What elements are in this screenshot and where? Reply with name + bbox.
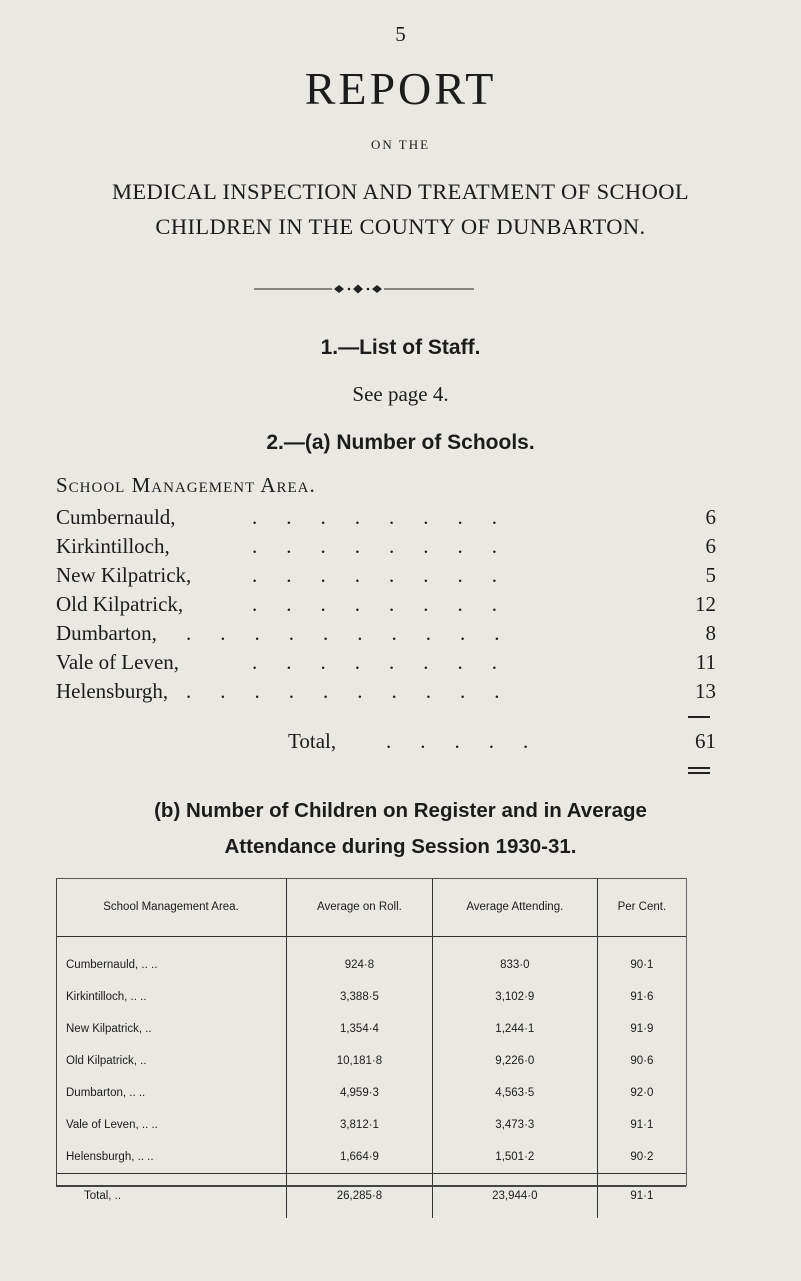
- table-cell: 1,354·4: [287, 1013, 433, 1045]
- staff-heading: 1.—List of Staff.: [320, 336, 481, 359]
- ornament-divider: [254, 283, 474, 295]
- table-cell: New Kilpatrick, ..: [66, 1023, 152, 1035]
- table-right-rule: [686, 878, 687, 1186]
- leader-dots: ........: [252, 592, 526, 616]
- area-name: Vale of Leven,: [56, 650, 183, 675]
- leader-dots: ........: [252, 505, 526, 529]
- leader-dots: ........: [252, 563, 526, 587]
- total-rule-top: [688, 716, 710, 718]
- column-header: Per Cent.: [597, 878, 686, 937]
- table-cell: 3,102·9: [432, 981, 597, 1013]
- school-count: 5: [705, 563, 716, 587]
- report-title: REPORT: [304, 63, 497, 114]
- list-item: [56, 650, 716, 679]
- table-bottom-rule: [56, 1185, 686, 1187]
- list-item: [56, 679, 716, 708]
- attendance-heading-line-2: Attendance during Session 1930-31.: [224, 835, 577, 858]
- table-top-rule: [56, 878, 686, 879]
- table-cell: 3,388·5: [287, 981, 433, 1013]
- school-count: 11: [695, 650, 716, 674]
- table-row: [56, 1109, 686, 1141]
- subtitle-line-2: CHILDREN IN THE COUNTY OF DUNBARTON.: [155, 214, 646, 239]
- total-row: [56, 729, 716, 759]
- list-item: [56, 592, 716, 621]
- table-cell: Cumbernauld, .. ..: [66, 959, 158, 971]
- school-count: 13: [695, 679, 716, 703]
- table-cell: 91·6: [597, 981, 686, 1013]
- total-label: Total,: [288, 729, 337, 753]
- table-cell: 3,812·1: [287, 1109, 433, 1141]
- list-item: [56, 563, 716, 592]
- table-cell: 10,181·8: [287, 1045, 433, 1077]
- leader-dots: ..........: [186, 621, 529, 645]
- table-cell: Kirkintilloch, .. ..: [66, 991, 147, 1003]
- table-cell: 9,226·0: [432, 1045, 597, 1077]
- table-row: [56, 1077, 686, 1109]
- area-name: Dumbarton,: [56, 621, 161, 646]
- table-cell: 1,664·9: [287, 1141, 433, 1174]
- table-total-row: [56, 1174, 686, 1219]
- table-left-rule: [56, 878, 57, 1186]
- school-count: 6: [705, 505, 716, 529]
- table-cell: Old Kilpatrick, ..: [66, 1055, 147, 1067]
- column-header: Average Attending.: [432, 878, 597, 937]
- leader-dots: ..........: [186, 679, 529, 703]
- page-number: 5: [395, 22, 406, 46]
- table-row: [56, 1013, 686, 1045]
- column-header: Average on Roll.: [287, 878, 433, 937]
- list-item: [56, 621, 716, 650]
- table-cell: Helensburgh, .. ..: [66, 1151, 154, 1163]
- table-cell: 91·1: [597, 1109, 686, 1141]
- column-header: School Management Area.: [56, 878, 287, 937]
- table-cell: 91·9: [597, 1013, 686, 1045]
- area-name: Cumbernauld,: [56, 505, 180, 530]
- total-count: 61: [695, 729, 716, 753]
- subtitle-line-1: MEDICAL INSPECTION AND TREATMENT OF SCHOOL: [111, 179, 690, 204]
- table-cell: 91·1: [597, 1174, 686, 1219]
- table-cell: 26,285·8: [287, 1174, 433, 1219]
- table-cell: 833·0: [432, 937, 597, 982]
- area-list-heading: School Management Area.: [56, 473, 316, 497]
- staff-note: See page 4.: [352, 382, 449, 406]
- table-row: [56, 1045, 686, 1077]
- table-cell: Total, ..: [56, 1174, 287, 1219]
- total-rule-double: [688, 767, 710, 769]
- table-cell: 4,959·3: [287, 1077, 433, 1109]
- table-cell: 92·0: [597, 1077, 686, 1109]
- area-list: [56, 505, 716, 708]
- list-item: [56, 505, 716, 534]
- table-cell: 90·2: [597, 1141, 686, 1174]
- table-row: [56, 937, 686, 982]
- table-row: [56, 981, 686, 1013]
- school-count: 6: [705, 534, 716, 558]
- table-cell: 924·8: [287, 937, 433, 982]
- table-cell: Dumbarton, .. ..: [66, 1087, 146, 1099]
- list-item: [56, 534, 716, 563]
- table-cell: Vale of Leven, .. ..: [66, 1119, 158, 1131]
- school-count: 12: [695, 592, 716, 616]
- table-cell: 3,473·3: [432, 1109, 597, 1141]
- schools-heading: 2.—(a) Number of Schools.: [266, 431, 535, 454]
- table-cell: 4,563·5: [432, 1077, 597, 1109]
- leader-dots: ........: [252, 534, 526, 558]
- area-name: New Kilpatrick,: [56, 563, 195, 588]
- table-cell: 90·6: [597, 1045, 686, 1077]
- area-name: Helensburgh,: [56, 679, 172, 704]
- total-rule-double: [688, 772, 710, 774]
- subtitle-prefix: ON THE: [370, 137, 431, 152]
- table-cell: 90·1: [597, 937, 686, 982]
- area-name: Old Kilpatrick,: [56, 592, 187, 617]
- area-name: Kirkintilloch,: [56, 534, 174, 559]
- attendance-table: [56, 878, 686, 1218]
- school-count: 8: [705, 621, 716, 645]
- leader-dots: ........: [252, 650, 526, 674]
- table-cell: 1,501·2: [432, 1141, 597, 1174]
- table-cell: 1,244·1: [432, 1013, 597, 1045]
- table-row: [56, 1141, 686, 1174]
- leader-dots: .....: [386, 729, 558, 753]
- attendance-heading-line-1: (b) Number of Children on Register and in Average: [154, 799, 647, 822]
- table-cell: 23,944·0: [432, 1174, 597, 1219]
- table-header-row: [56, 878, 686, 937]
